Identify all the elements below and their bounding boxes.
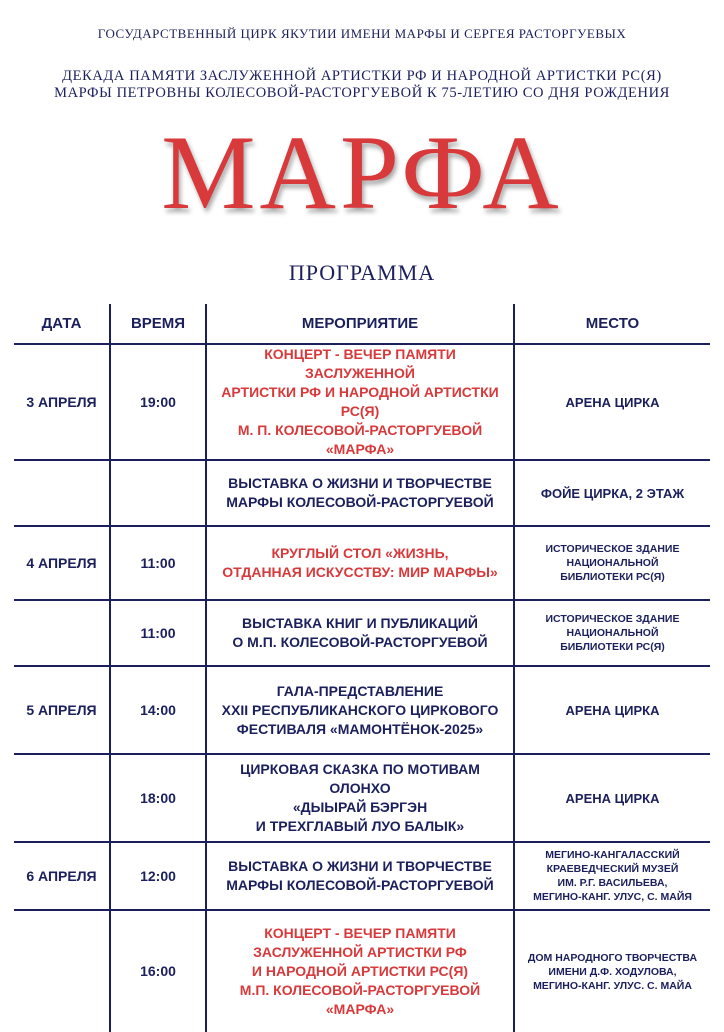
- event-line: М.П. КОЛЕСОВОЙ-РАСТОРГУЕВОЙ «МАРФА»: [239, 982, 481, 1017]
- event-line: О М.П. КОЛЕСОВОЙ-РАСТОРГУЕВОЙ: [232, 634, 488, 650]
- decade-line-1: ДЕКАДА ПАМЯТИ ЗАСЛУЖЕННОЙ АРТИСТКИ РФ И НАРОДНОЙ АРТИСТКИ РС(Я): [62, 68, 662, 84]
- place-line: МЕГИНО-КАНГ. УЛУС. С. МАЙА: [533, 979, 692, 992]
- place-line: ДОМ НАРОДНОГО ТВОРЧЕСТВА: [527, 951, 698, 964]
- table-row: [14, 666, 710, 754]
- row-place: [514, 842, 710, 910]
- row-date: [14, 754, 110, 842]
- event-line: КОНЦЕРТ - ВЕЧЕР ПАМЯТИ ЗАСЛУЖЕННОЙ: [264, 346, 456, 381]
- row-place: [514, 754, 710, 842]
- row-event: [206, 754, 514, 842]
- event-line: М. П. КОЛЕСОВОЙ-РАСТОРГУЕВОЙ «МАРФА»: [237, 422, 483, 457]
- row-place: [514, 460, 710, 526]
- place-line: АРЕНА ЦИРКА: [565, 702, 660, 718]
- event-line: И ТРЕХГЛАВЫЙ ЛУО БАЛЫК»: [255, 818, 465, 834]
- event-line: «ДЫЫРАЙ БЭРГЭН: [292, 799, 428, 815]
- table-row: [14, 344, 710, 460]
- event-line: КРУГЛЫЙ СТОЛ «ЖИЗНЬ,: [271, 545, 449, 561]
- event-line: И НАРОДНОЙ АРТИСТКИ РС(Я): [251, 963, 469, 979]
- place-line: ИМЕНИ Д.Ф. ХОДУЛОВА,: [548, 965, 677, 978]
- row-date: 5 АПРЕЛЯ: [14, 666, 110, 754]
- place-line: ИСТОРИЧЕСКОЕ ЗДАНИЕ: [545, 543, 680, 555]
- event-line: XXII РЕСПУБЛИКАНСКОГО ЦИРКОВОГО: [221, 701, 499, 718]
- organization-name: ГОСУДАРСТВЕННЫЙ ЦИРК ЯКУТИИ ИМЕНИ МАРФЫ И СЕРГЕЯ РАСТОРГУЕВЫХ: [97, 26, 627, 41]
- event-line: КОНЦЕРТ - ВЕЧЕР ПАМЯТИ: [264, 925, 456, 941]
- table-row: [14, 910, 710, 1032]
- row-event: [206, 842, 514, 910]
- table-row: [14, 842, 710, 910]
- place-line: ИМ. Р.Г. ВАСИЛЬЕВА,: [557, 877, 668, 889]
- decade-caption: [0, 68, 724, 102]
- row-place: [514, 666, 710, 754]
- row-place: [514, 344, 710, 460]
- row-time: 11:00: [110, 600, 206, 666]
- column-header-date: ДАТА: [14, 304, 110, 344]
- row-date: [14, 600, 110, 666]
- row-event: [206, 460, 514, 526]
- poster-title: МАРФА: [161, 114, 563, 231]
- place-line: БИБЛИОТЕКИ РС(Я): [560, 641, 665, 653]
- event-line: ВЫСТАВКА О ЖИЗНИ И ТВОРЧЕСТВЕ: [228, 475, 492, 491]
- event-line: МАРФЫ КОЛЕСОВОЙ-РАСТОРГУЕВОЙ: [226, 877, 494, 893]
- event-line: ОТДАННАЯ ИСКУССТВУ: МИР МАРФЫ»: [222, 564, 498, 580]
- row-time: 19:00: [110, 344, 206, 460]
- decade-line-2: МАРФЫ ПЕТРОВНЫ КОЛЕСОВОЙ-РАСТОРГУЕВОЙ К 75-ЛЕТИЮ СО ДНЯ РОЖДЕНИЯ: [54, 85, 670, 101]
- place-line: АРЕНА ЦИРКА: [565, 394, 660, 410]
- event-line: АРТИСТКИ РФ И НАРОДНОЙ АРТИСТКИ РС(Я): [221, 384, 499, 419]
- place-line: КРАЕВЕДЧЕСКИЙ МУЗЕЙ: [546, 863, 679, 875]
- row-time: [110, 460, 206, 526]
- place-line: АРЕНА ЦИРКА: [565, 790, 660, 806]
- row-date: 6 АПРЕЛЯ: [14, 842, 110, 910]
- row-event: [206, 526, 514, 600]
- row-event: [206, 910, 514, 1032]
- place-line: ИСТОРИЧЕСКОЕ ЗДАНИЕ: [545, 613, 680, 625]
- table-header-row: [14, 304, 710, 344]
- place-line: ФОЙЕ ЦИРКА, 2 ЭТАЖ: [540, 485, 685, 501]
- row-time: 14:00: [110, 666, 206, 754]
- row-place: [514, 910, 710, 1032]
- event-line: МАРФЫ КОЛЕСОВОЙ-РАСТОРГУЕВОЙ: [226, 494, 494, 510]
- column-header-place: МЕСТО: [514, 304, 710, 344]
- event-line: ВЫСТАВКА О ЖИЗНИ И ТВОРЧЕСТВЕ: [228, 858, 492, 874]
- event-line: ВЫСТАВКА КНИГ И ПУБЛИКАЦИЙ: [242, 615, 478, 631]
- row-event: [206, 666, 514, 754]
- event-line: ГАЛА-ПРЕДСТАВЛЕНИЕ: [276, 682, 444, 699]
- place-line: НАЦИОНАЛЬНОЙ: [566, 557, 659, 569]
- row-date: 4 АПРЕЛЯ: [14, 526, 110, 600]
- row-date: [14, 460, 110, 526]
- row-time: 18:00: [110, 754, 206, 842]
- program-table: [14, 304, 710, 1032]
- event-line: ЦИРКОВАЯ СКАЗКА ПО МОТИВАМ ОЛОНХО: [240, 761, 480, 796]
- row-time: 16:00: [110, 910, 206, 1032]
- row-time: 12:00: [110, 842, 206, 910]
- column-header-time: ВРЕМЯ: [110, 304, 206, 344]
- row-event: [206, 600, 514, 666]
- place-line: НАЦИОНАЛЬНОЙ: [566, 627, 659, 639]
- row-date: 3 АПРЕЛЯ: [26, 393, 97, 410]
- row-event: [206, 344, 514, 460]
- table-row: [14, 600, 710, 666]
- place-line: МЕГИНО-КАНГАЛАССКИЙ: [545, 849, 680, 861]
- table-row: [14, 460, 710, 526]
- column-header-event: МЕРОПРИЯТИЕ: [206, 304, 514, 344]
- place-line: МЕГИНО-КАНГ. УЛУС, С. МАЙЯ: [533, 891, 692, 903]
- event-line: ЗАСЛУЖЕННОЙ АРТИСТКИ РФ: [253, 944, 467, 960]
- row-date: [14, 910, 110, 1032]
- row-place: [514, 600, 710, 666]
- program-heading: ПРОГРАММА: [288, 260, 436, 285]
- row-time: 11:00: [110, 526, 206, 600]
- table-row: [14, 526, 710, 600]
- place-line: БИБЛИОТЕКИ РС(Я): [560, 571, 665, 583]
- table-row: [14, 754, 710, 842]
- row-place: [514, 526, 710, 600]
- event-line: ФЕСТИВАЛЯ «МАМОНТЁНОК-2025»: [236, 720, 484, 737]
